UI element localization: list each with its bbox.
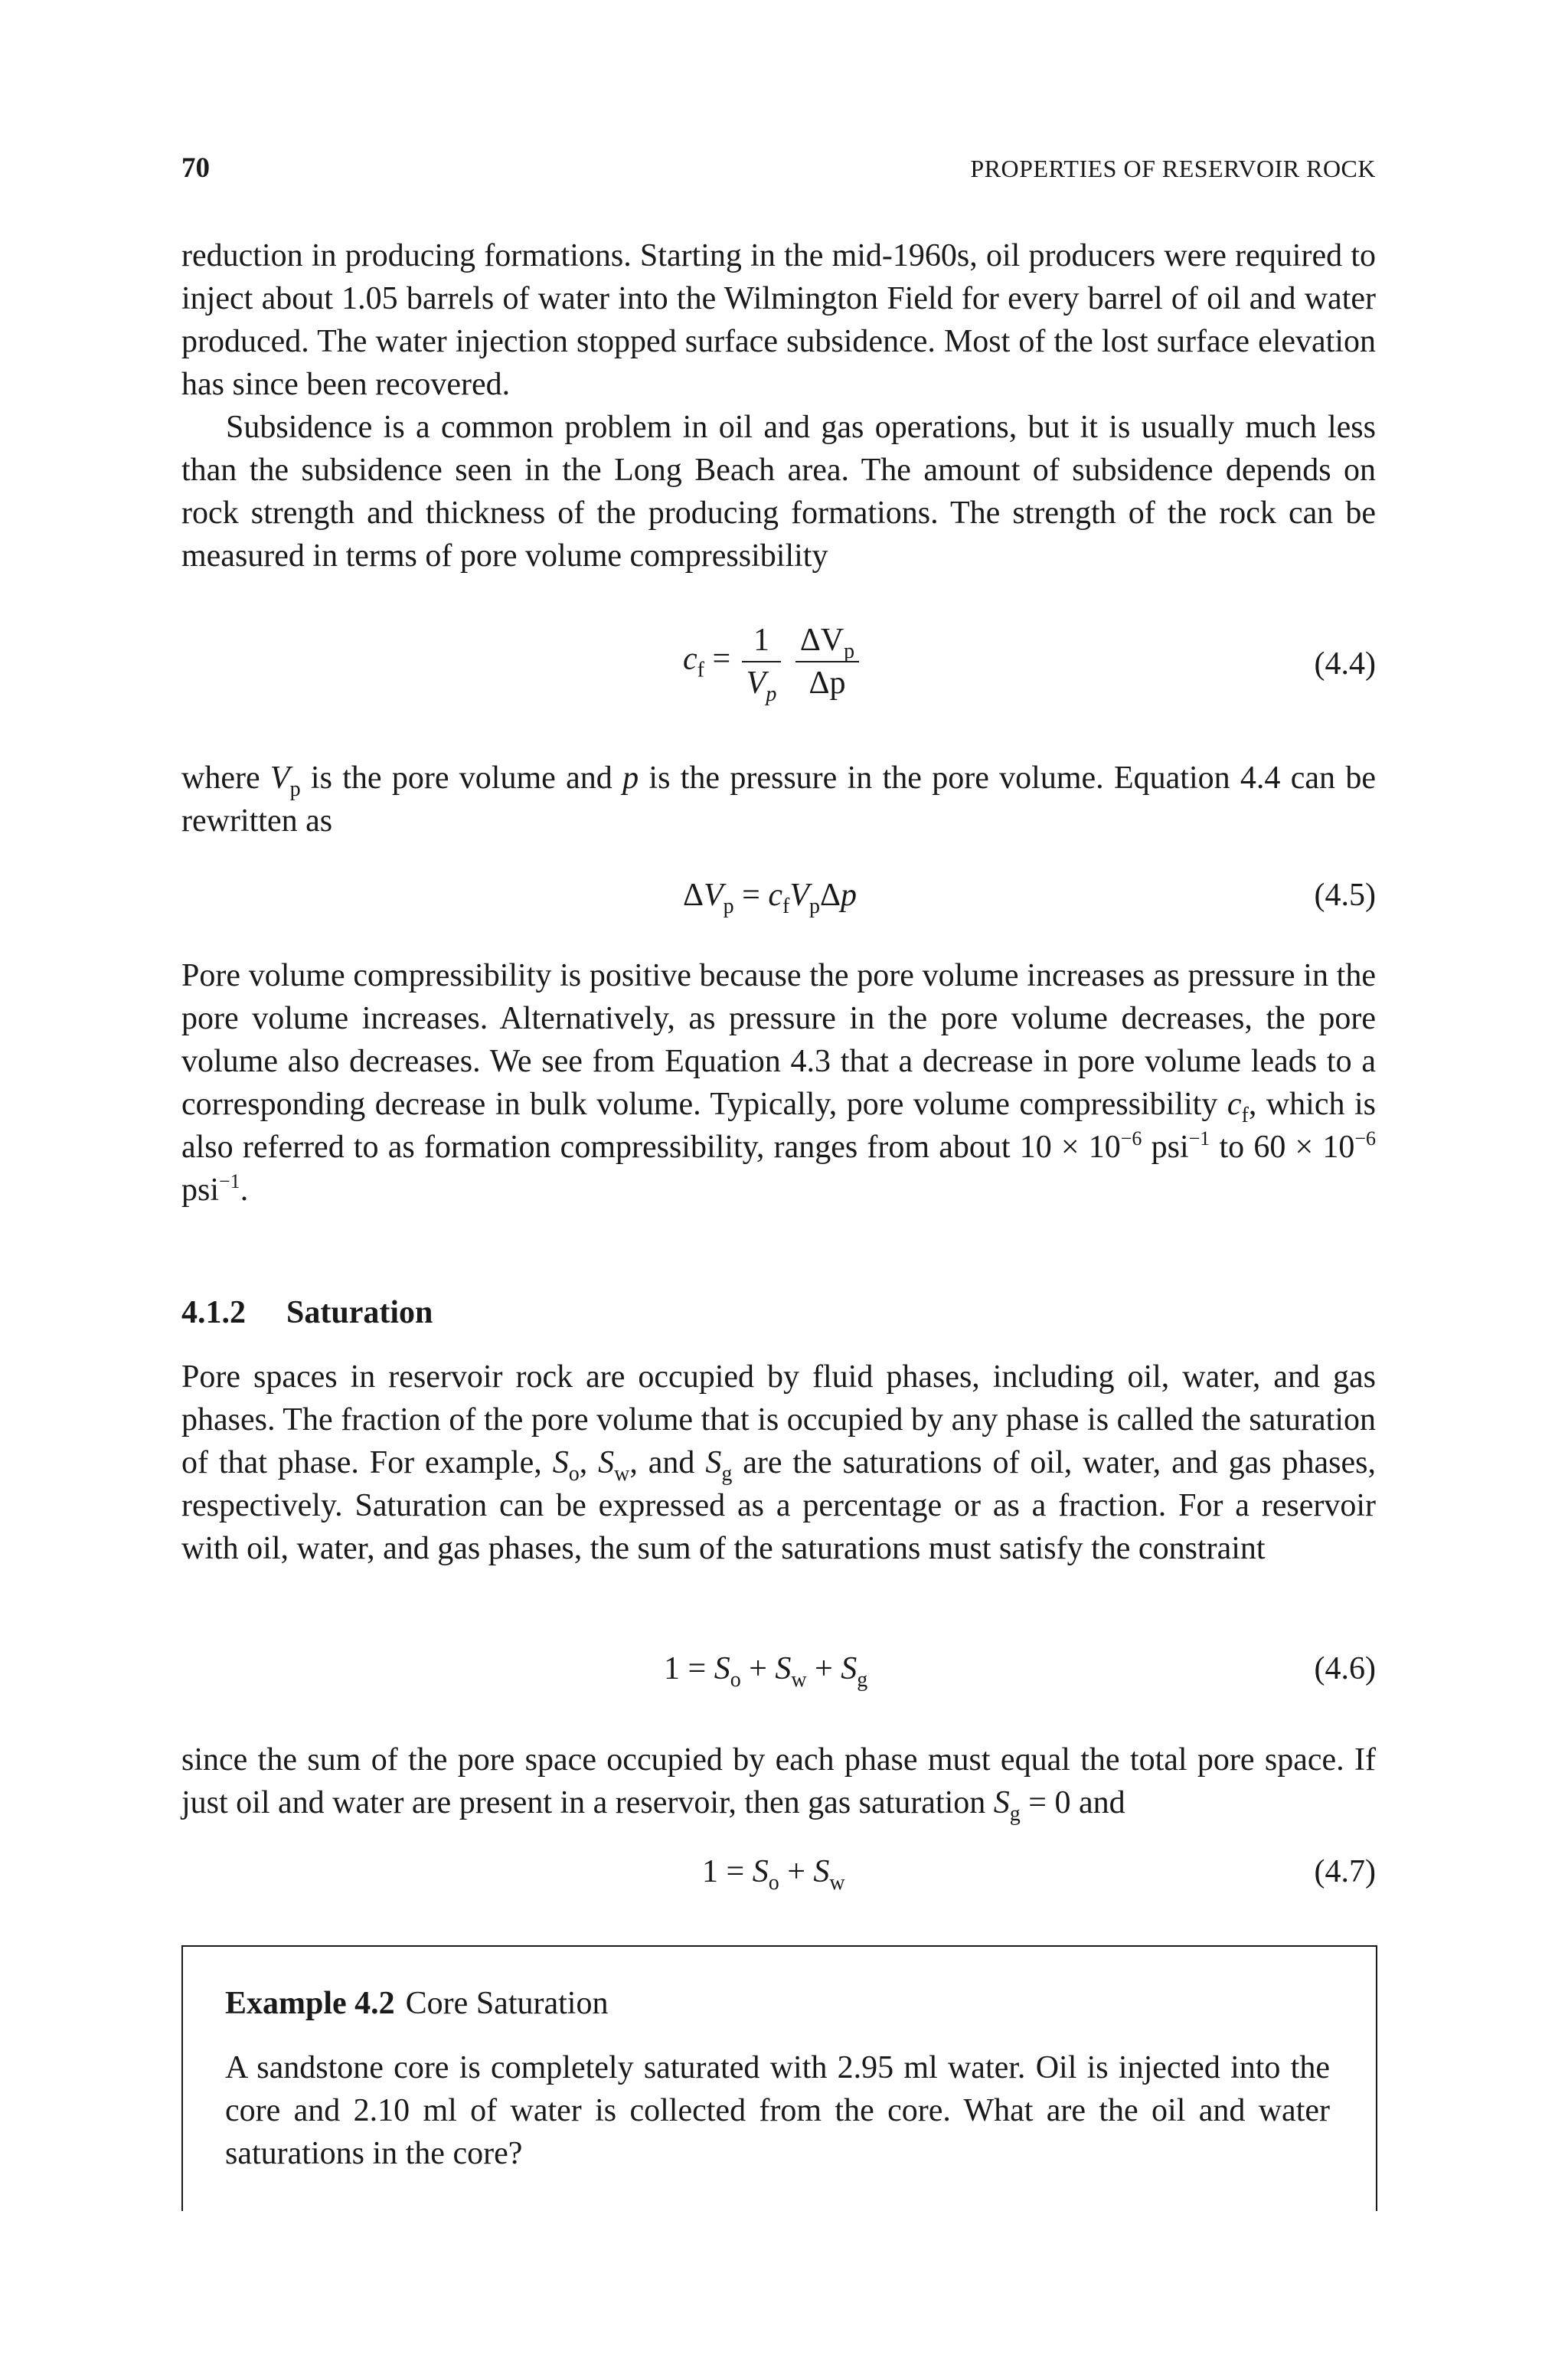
- equation-4-5-expression: $\Delta V_p = c_fV_p\Delta p$: [683, 878, 858, 918]
- running-head: PROPERTIES OF RESERVOIR ROCK: [970, 155, 1376, 182]
- example-title: [225, 1985, 608, 2022]
- example-name: Core Saturation: [405, 1986, 609, 2021]
- page-header: [181, 152, 1376, 190]
- equation-number: (4.6): [1314, 1651, 1376, 1686]
- equation-4-7: [181, 1853, 1376, 1899]
- example-label: Example 4.2: [225, 1986, 395, 2021]
- paragraph-compressibility: Pore volume compressibility is positive because the pore volume increases as pressure in the pore volume increases. Alternatively, as pressure in the pore volume decreases, the pore volume also decreases. We see from Equation 4.3 that a decrease in pore volume leads to a corresponding decrease in bulk volume. Typically, pore volume compressibility $c_f$, which is also referred to as formation compressibility, ranges from about $10 \times 10^{-6}$ psi$^{-1}$ to $60 \times 10^{-6}$ psi$^{-1}$.: [181, 958, 1377, 1208]
- equation-4-4: [181, 623, 1376, 706]
- example-body: A sandstone core is completely saturated with 2.95 ml water. Oil is injected into the core and 2.10 ml of water is collected from the core. What are the oil and water saturations in the core?: [225, 2050, 1330, 2171]
- section-title: Saturation: [286, 1295, 433, 1330]
- equation-4-4-expression: $c_f$ = $\frac{1}{V_p}$ $\frac{\Delta V_p}{\Delta p}$: [683, 620, 862, 704]
- paragraph-subsidence: Subsidence is a common problem in oil and gas operations, but it is usually much less than the subsidence seen in the Long Beach area. The amount of subsidence depends on rock strength and thickness of the producing formations. The strength of the rock can be measured in terms of pore volume compressibility: [181, 410, 1376, 574]
- section-number: 4.1.2: [181, 1295, 246, 1330]
- paragraph-where-vp: where $V_p$ is the pore volume and p is the pressure in the pore volume. Equation 4.4 can be rewritten as: [181, 760, 1376, 839]
- fraction-delta-vp-over-delta-p: $\frac{\Delta V_p}{\Delta p}$: [795, 620, 859, 704]
- paragraph-pore-spaces: Pore spaces in reservoir rock are occupied by fluid phases, including oil, water, and gas phases. The fraction of the pore volume that is occupied by any phase is called the saturation of that phase. For example, $S_o$, $S_w$, and $S_g$ are the saturations of oil, water, and gas phases, respectively. Saturation can be expressed as a percentage or as a fraction. For a reservoir with oil, water, and gas phases, the sum of the saturations must satisfy the constraint: [181, 1359, 1376, 1566]
- paragraph-wilmington: reduction in producing formations. Starting in the mid-1960s, oil producers were required to inject about 1.05 barrels of water into the Wilmington Field for every barrel of oil and water produced. The water injection stopped surface subsidence. Most of the lost surface elevation has since been recovered.: [181, 238, 1376, 402]
- equation-4-7-expression: $1 = S_o + S_w$: [702, 1854, 845, 1895]
- equation-number: (4.4): [1314, 646, 1376, 682]
- equation-4-5: [181, 877, 1376, 923]
- equation-number: (4.5): [1314, 878, 1376, 913]
- page-number: 70: [181, 152, 210, 184]
- paragraph-gas-saturation: since the sum of the pore space occupied by each phase must equal the total pore space. If just oil and water are present in a reservoir, then gas saturation $S_g = 0$ and: [181, 1742, 1376, 1826]
- equation-4-6: [181, 1650, 1376, 1696]
- example-box: [181, 1945, 1377, 2211]
- equation-number: (4.7): [1314, 1854, 1376, 1889]
- fraction-one-over-vp: $\frac{1}{V_p}$: [742, 620, 782, 704]
- section-heading-saturation: [181, 1294, 433, 1331]
- equation-4-6-expression: $1 = S_o + S_w + S_g$: [664, 1651, 868, 1692]
